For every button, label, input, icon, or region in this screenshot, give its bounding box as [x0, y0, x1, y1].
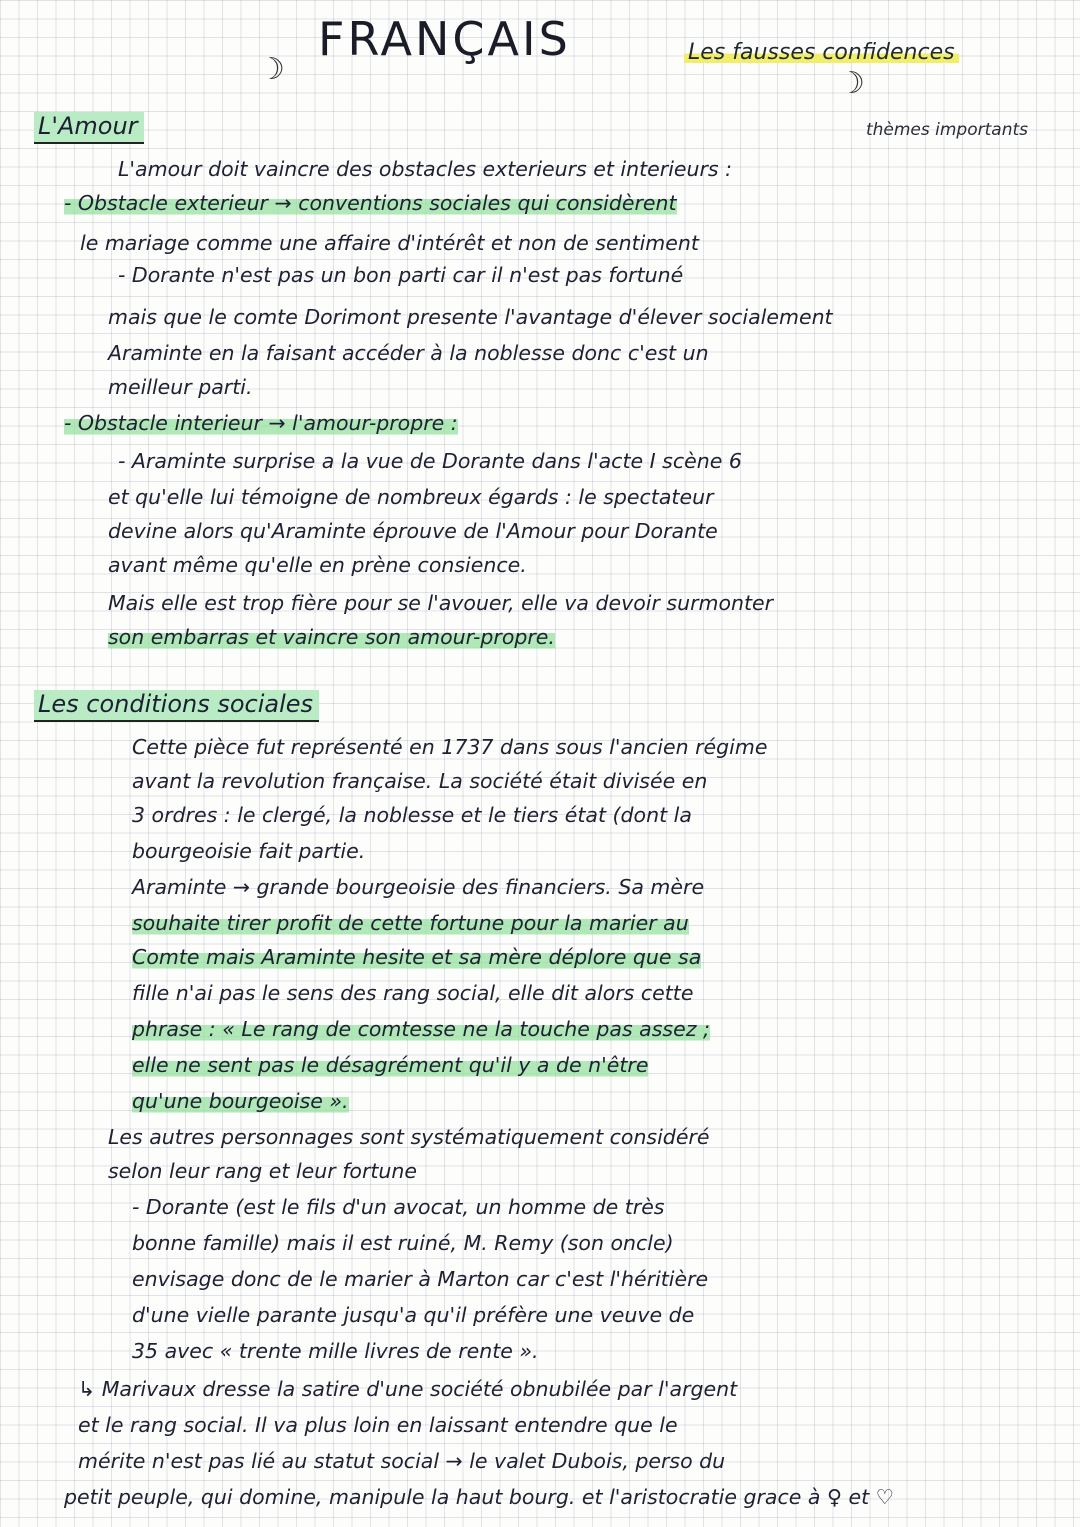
note-line: fille n'ai pas le sens des rang social, elle dit alors cette	[132, 981, 694, 1005]
note-line: Comte mais Araminte hesite et sa mère déplore que sa	[132, 945, 702, 969]
section-heading-conditions-sociales: Les conditions sociales	[34, 690, 319, 722]
note-line: - Obstacle exterieur → conventions sociales qui considèrent	[64, 191, 677, 215]
note-line: avant même qu'elle en prène consience.	[108, 553, 527, 577]
note-line: mérite n'est pas lié au statut social → le valet Dubois, perso du	[78, 1449, 726, 1473]
themes-tag: thèmes importants	[865, 120, 1028, 140]
note-line: d'une vielle parante jusqu'a qu'il préfère une veuve de	[132, 1303, 695, 1327]
note-line: devine alors qu'Araminte éprouve de l'Amour pour Dorante	[108, 519, 718, 543]
note-line: 35 avec « trente mille livres de rente ».	[132, 1339, 539, 1363]
note-line: Mais elle est trop fière pour se l'avouer, elle va devoir surmonter	[108, 591, 774, 615]
page-title: FRANÇAIS	[318, 12, 571, 66]
note-line: - Dorante n'est pas un bon parti car il n'est pas fortuné	[118, 263, 684, 287]
note-line: et qu'elle lui témoigne de nombreux égards : le spectateur	[108, 485, 714, 509]
note-line: Cette pièce fut représenté en 1737 dans sous l'ancien régime	[132, 735, 768, 759]
note-line: le mariage comme une affaire d'intérêt et non de sentiment	[80, 231, 699, 255]
note-line: - Araminte surprise a la vue de Dorante dans l'acte I scène 6	[118, 449, 742, 473]
note-line: 3 ordres : le clergé, la noblesse et le tiers état (dont la	[132, 803, 692, 827]
section-heading-amour: L'Amour	[34, 112, 144, 144]
note-line: selon leur rang et leur fortune	[108, 1159, 418, 1183]
note-line: petit peuple, qui domine, manipule la haut bourg. et l'aristocratie grace à ♀ et ♡	[64, 1485, 895, 1509]
note-line: ↳ Marivaux dresse la satire d'une société obnubilée par l'argent	[78, 1377, 738, 1401]
note-line: Les autres personnages sont systématiquement considéré	[108, 1125, 710, 1149]
crescent-moon-icon: ☽	[838, 66, 865, 101]
note-line: souhaite tirer profit de cette fortune pour la marier au	[132, 911, 689, 935]
note-line: - Obstacle interieur → l'amour-propre :	[64, 411, 458, 435]
note-line: L'amour doit vaincre des obstacles exterieurs et interieurs :	[118, 157, 733, 181]
note-line: avant la revolution française. La société était divisée en	[132, 769, 708, 793]
note-line: bonne famille) mais il est ruiné, M. Remy (son oncle)	[132, 1231, 674, 1255]
note-line: elle ne sent pas le désagrément qu'il y a de n'être	[132, 1053, 649, 1077]
note-line: envisage donc de le marier à Marton car c'est l'héritière	[132, 1267, 709, 1291]
note-line: son embarras et vaincre son amour-propre.	[108, 625, 555, 649]
note-line: et le rang social. Il va plus loin en laissant entendre que le	[78, 1413, 678, 1437]
crescent-moon-icon: ☽	[258, 52, 285, 87]
note-line: bourgeoisie fait partie.	[132, 839, 366, 863]
note-line: qu'une bourgeoise ».	[132, 1089, 349, 1113]
note-line: Araminte → grande bourgeoisie des financiers. Sa mère	[132, 875, 705, 899]
work-title: Les fausses confidences	[684, 40, 959, 65]
note-line: - Dorante (est le fils d'un avocat, un homme de très	[132, 1195, 665, 1219]
note-line: mais que le comte Dorimont presente l'avantage d'élever socialement	[108, 305, 833, 329]
note-line: Araminte en la faisant accéder à la noblesse donc c'est un	[108, 341, 709, 365]
note-line: meilleur parti.	[108, 375, 253, 399]
note-line: phrase : « Le rang de comtesse ne la touche pas assez ;	[132, 1017, 710, 1041]
